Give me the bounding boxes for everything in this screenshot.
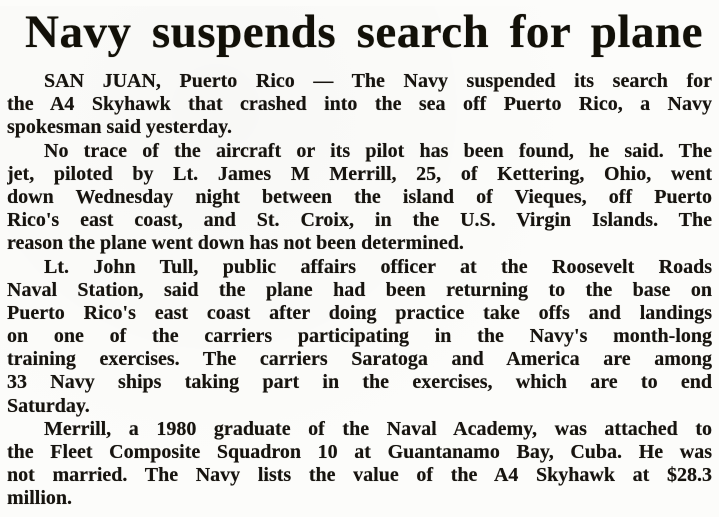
paragraph-naval-station — [7, 256, 712, 418]
article-body — [0, 70, 719, 511]
article-headline: Navy suspends search for plane — [25, 6, 703, 58]
text-line: Saturday. — [7, 394, 90, 417]
text-line: Lt. John Tull, public affairs officer at the Roosevelt Roads — [44, 255, 712, 278]
text-line: 33 Navy ships taking part in the exercises, which are to end — [7, 371, 712, 394]
text-line: Rico's east coast, and St. Croix, in the U.S. Virgin Islands. The — [7, 209, 712, 232]
text-line: down Wednesday night between the island of Vieques, off Puerto — [7, 185, 712, 208]
text-line: reason the plane went down has not been determined. — [7, 232, 464, 255]
text-line: Naval Station, said the plane had been returning to the base on — [7, 278, 712, 301]
text-line: SAN JUAN, Puerto Rico — The Navy suspended its search for — [44, 70, 712, 92]
text-line: not married. The Navy lists the value of the A4 Skyhawk at $28.3 — [7, 464, 712, 487]
text-line: million. — [7, 487, 73, 510]
paragraph-biography — [7, 418, 712, 511]
text-line: Puerto Rico's east coast after doing practice take offs and landings — [7, 301, 712, 324]
text-line: No trace of the aircraft or its pilot has been found, he said. The — [44, 139, 712, 162]
text-line: on one of the carriers participating in the Navy's month-long — [7, 325, 712, 348]
newspaper-clipping — [0, 6, 719, 517]
paragraph-dateline — [7, 70, 712, 140]
text-line: Merrill, a 1980 graduate of the Naval Academy, was attached to — [44, 417, 712, 440]
text-line: the A4 Skyhawk that crashed into the sea off Puerto Rico, a Navy — [7, 93, 712, 116]
paragraph-pilot-details — [7, 140, 712, 256]
text-line: the Fleet Composite Squadron 10 at Guantanamo Bay, Cuba. He was — [7, 441, 712, 463]
text-line: training exercises. The carriers Saratoga and America are among — [7, 348, 712, 371]
text-line: jet, piloted by Lt. James M Merrill, 25, of Kettering, Ohio, went — [7, 162, 712, 185]
text-line: spokesman said yesterday. — [7, 116, 233, 139]
